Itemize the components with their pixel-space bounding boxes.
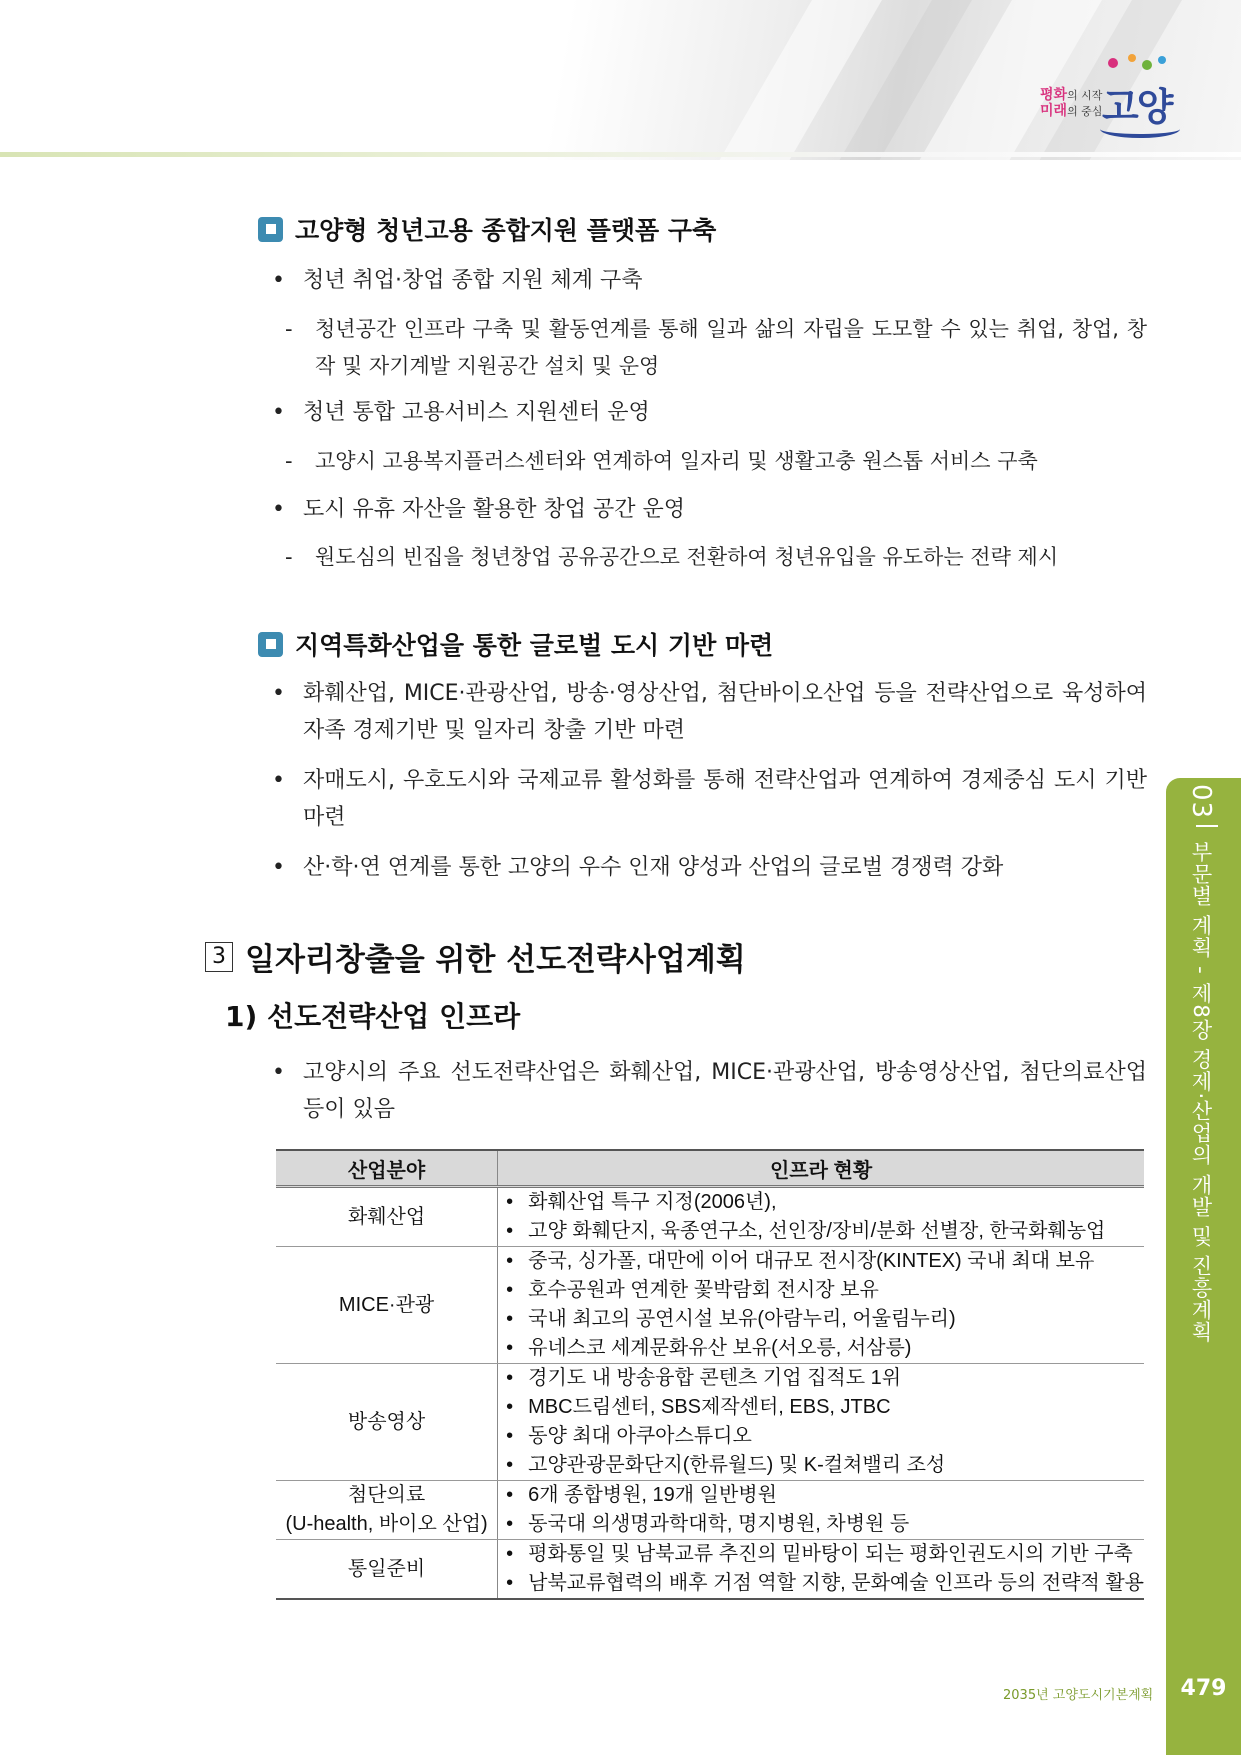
bullet-item: • 도시 유휴 자산을 활용한 창업 공간 운영 (272, 497, 685, 522)
sub-item: - 원도심의 빈집을 청년창업 공유공간으로 전환하여 청년유입을 유도하는 전략 제시 (285, 545, 1059, 569)
field-cell: 첨단의료 (U-health, 바이오 산업) (276, 1481, 498, 1540)
logo-slogan-line2: 미래의 중심 (1040, 103, 1103, 119)
flower-icon (1128, 54, 1136, 62)
list-item: • 평화통일 및 남북교류 추진의 밑바탕이 되는 평화인권도시의 기반 구축 (506, 1540, 1144, 1569)
figure-icon (1142, 60, 1152, 70)
bullet-item: • 청년 통합 고용서비스 지원센터 운영 (272, 400, 650, 425)
footer-doc-title: 2035년 고양도시기본계획 (1003, 1688, 1154, 1703)
list-item: • 유네스코 세계문화유산 보유(서오릉, 서삼릉) (506, 1334, 1144, 1363)
bullet-item: • 청년 취업·창업 종합 지원 체계 구축 (272, 268, 643, 293)
square-bullet-icon (258, 217, 283, 242)
sub-item: - 고양시 고용복지플러스센터와 연계하여 일자리 및 생활고충 원스톱 서비스 구축 (285, 449, 1038, 473)
table-row (276, 1481, 1144, 1540)
list-item: • 6개 종합병원, 19개 일반병원 (506, 1481, 1144, 1510)
bullet-item: • 산·학·연 연계를 통한 고양의 우수 인재 양성과 산업의 글로벌 경쟁력 강화 (272, 855, 1004, 880)
table-row (276, 1540, 1144, 1600)
list-item: • 호수공원과 연계한 꽃박람회 전시장 보유 (506, 1276, 1144, 1305)
logo-swoosh (1100, 120, 1180, 138)
status-cell (498, 1540, 1144, 1600)
logo-name: 고양 (1102, 85, 1172, 129)
chapter-section-heading: 3 일자리창출을 위한 선도전략사업계획 (205, 934, 746, 979)
bullet-item: • 화훼산업, MICE·관광산업, 방송·영상산업, 첨단바이오산업 등을 전략산업으로 육성하여 자족 경제기반 및 일자리 창출 기반 마련 (272, 681, 1147, 743)
list-item: • 경기도 내 방송융합 콘텐츠 기업 집적도 1위 (506, 1364, 1144, 1393)
bullet-item: • 고양시의 주요 선도전략산업은 화훼산업, MICE·관광산업, 방송영상산업, 첨단의료산업 등이 있음 (272, 1060, 1147, 1122)
page-number: 479 (1180, 1676, 1227, 1701)
status-cell (498, 1247, 1144, 1364)
header-rule (0, 152, 1241, 157)
logo-slogan-line1: 평화의 시작 (1040, 87, 1103, 103)
field-cell: MICE·관광 (276, 1247, 498, 1364)
list-item: • MBC드림센터, SBS제작센터, EBS, JTBC (506, 1393, 1144, 1422)
list-item: • 고양 화훼단지, 육종연구소, 선인장/장비/분화 선별장, 한국화훼농업 (506, 1217, 1144, 1246)
table-row (276, 1247, 1144, 1364)
sub-heading: 1) 선도전략산업 인프라 (225, 1000, 521, 1033)
list-item: • 국내 최고의 공연시설 보유(아람누리, 어울림누리) (506, 1305, 1144, 1334)
flower-icon (1108, 58, 1118, 68)
list-item: • 고양관광문화단지(한류월드) 및 K-컬쳐밸리 조성 (506, 1451, 1144, 1480)
table-row (276, 1187, 1144, 1247)
status-cell (498, 1481, 1144, 1540)
section-heading: 고양형 청년고용 종합지원 플랫폼 구축 (258, 211, 716, 247)
bullet-item: • 자매도시, 우호도시와 국제교류 활성화를 통해 전략산업과 연계하여 경제중심 도시 기반 마련 (272, 768, 1147, 830)
table-header-status: 인프라 현황 (498, 1150, 1144, 1187)
flower-icon (1158, 56, 1166, 64)
list-item: • 중국, 싱가폴, 대만에 이어 대규모 전시장(KINTEX) 국내 최대 보유 (506, 1247, 1144, 1276)
list-item: • 동국대 의생명과학대학, 명지병원, 차병원 등 (506, 1510, 1144, 1539)
status-cell (498, 1364, 1144, 1481)
field-cell: 방송영상 (276, 1364, 498, 1481)
list-item: • 남북교류협력의 배후 거점 역할 지향, 문화예술 인프라 등의 전략적 활용 (506, 1569, 1144, 1598)
field-cell: 통일준비 (276, 1540, 498, 1600)
field-cell: 화훼산업 (276, 1187, 498, 1247)
section-number: 3 (205, 942, 233, 972)
table-header-row (276, 1150, 1144, 1187)
square-bullet-icon (258, 632, 283, 657)
list-item: • 동양 최대 아쿠아스튜디오 (506, 1422, 1144, 1451)
goyang-city-logo (1030, 52, 1180, 132)
section-heading: 지역특화산업을 통한 글로벌 도시 기반 마련 (258, 626, 773, 662)
table-header-field: 산업분야 (276, 1150, 498, 1187)
status-cell (498, 1187, 1144, 1247)
list-item: • 화훼산업 특구 지정(2006년), (506, 1188, 1144, 1217)
chapter-side-label: 03 부문별 계획 - 제8장 경제·산업의 개발 및 진흥계획 (1186, 784, 1216, 1344)
table-row (276, 1364, 1144, 1481)
sub-item: - 청년공간 인프라 구축 및 활동연계를 통해 일과 삶의 자립을 도모할 수 있는 취업, 창업, 창작 및 자기계발 지원공간 설치 및 운영 (285, 317, 1147, 378)
infrastructure-table (276, 1149, 1144, 1600)
